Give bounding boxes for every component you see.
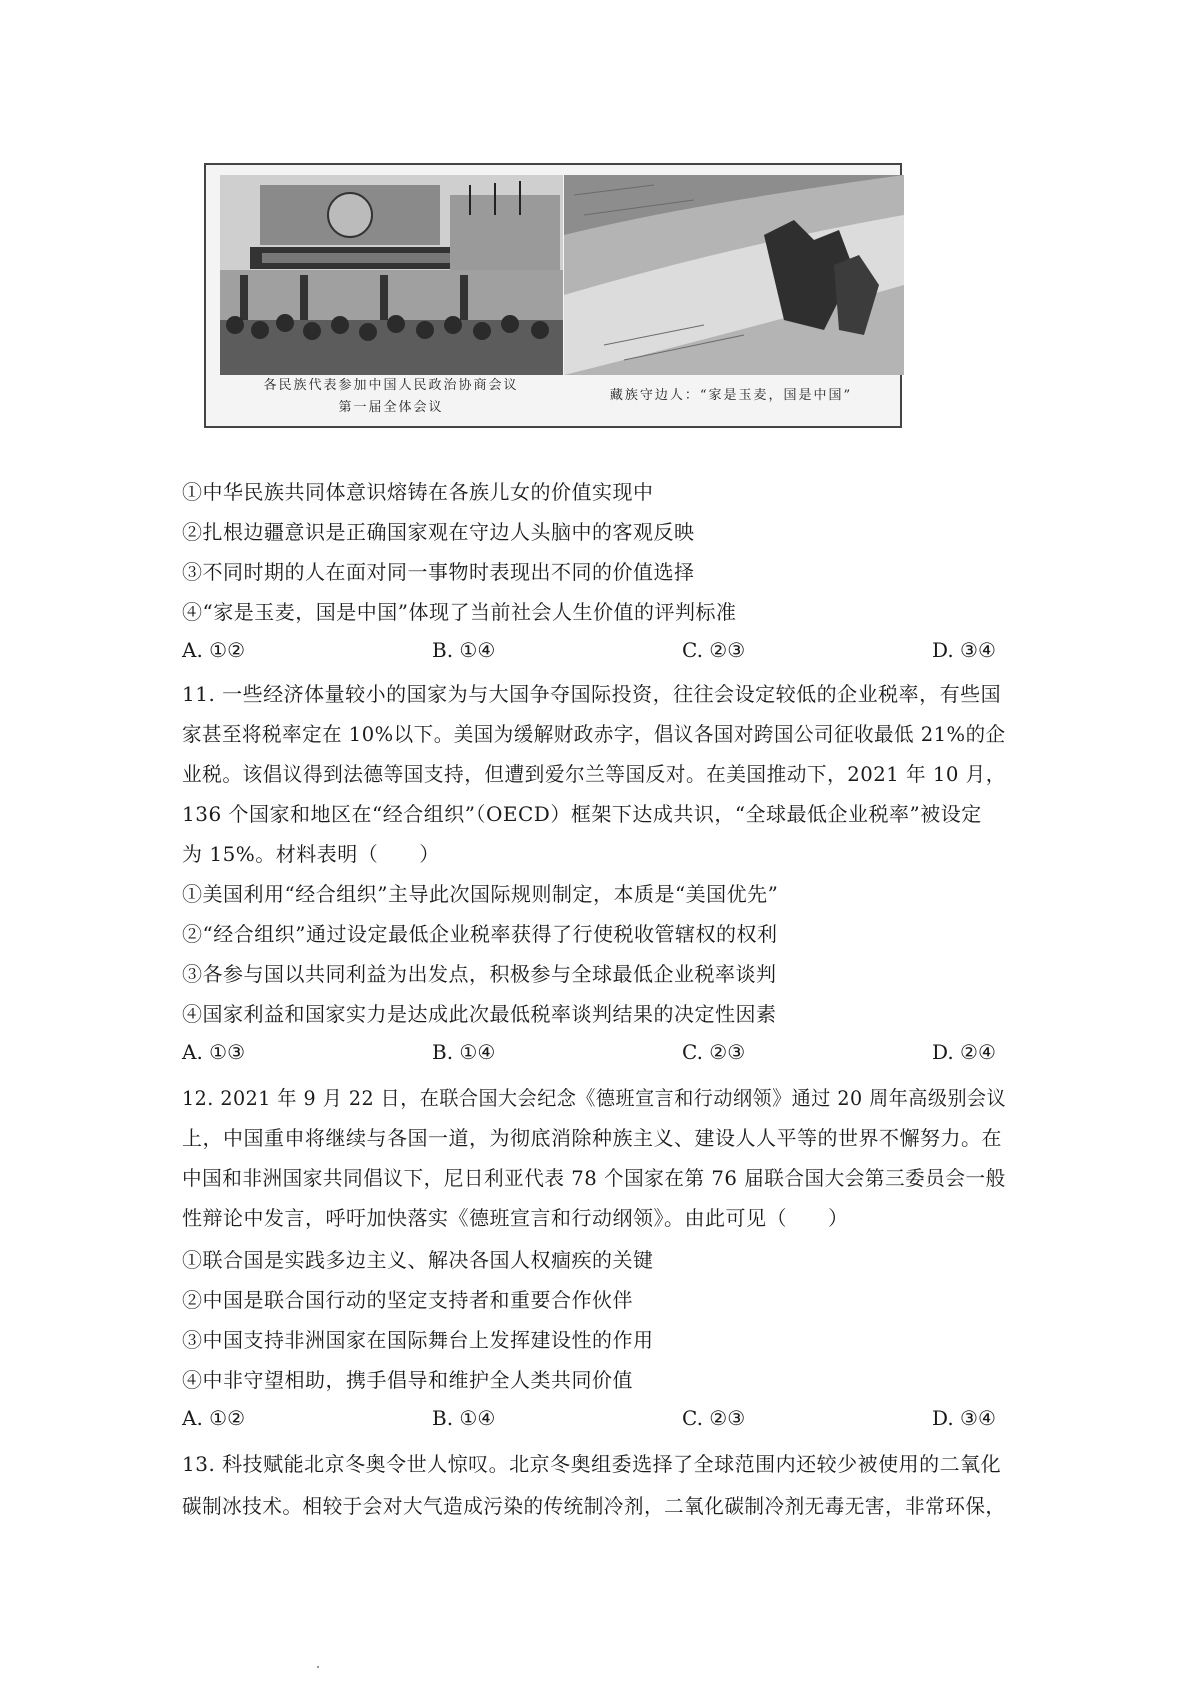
q11-option-a: A. ①③: [182, 1040, 246, 1064]
q11-option-d: D. ②④: [932, 1040, 996, 1064]
q10-item-3: ③不同时期的人在面对同一事物时表现出不同的价值选择: [182, 560, 695, 584]
scan-speck: [317, 1666, 319, 1668]
q12-option-a: A. ①②: [182, 1406, 246, 1430]
q11-item-2: ②“经合组织”通过设定最低企业税率获得了行使税收管辖权的权利: [182, 922, 778, 946]
q10-item-1: ①中华民族共同体意识熔铸在各族儿女的价值实现中: [182, 480, 654, 504]
q12-option-c: C. ②③: [682, 1406, 746, 1430]
q11-item-4: ④国家利益和国家实力是达成此次最低税率谈判结果的决定性因素: [182, 1002, 777, 1026]
photo-figure: [204, 163, 902, 428]
q11-stem-line-3: 业税。该倡议得到法德等国支持，但遭到爱尔兰等国反对。在美国推动下，2021 年 10 月，: [182, 762, 1006, 786]
q13-stem-line-2: 碳制冰技术。相较于会对大气造成污染的传统制冷剂，二氧化碳制冷剂无毒无害，非常环保，: [182, 1494, 1006, 1518]
q10-option-b: B. ①④: [432, 638, 496, 662]
q11-stem-line-2: 家甚至将税率定在 10%以下。美国为缓解财政赤字，倡议各国对跨国公司征收最低 21%的企: [182, 722, 1006, 746]
q12-item-4: ④中非守望相助，携手倡导和维护全人类共同价值: [182, 1368, 633, 1392]
q12-stem-line-1: 12. 2021 年 9 月 22 日，在联合国大会纪念《德班宣言和行动纲领》通过 20 周年高级别会议: [182, 1086, 1007, 1110]
q13-stem-line-1: 13. 科技赋能北京冬奥令世人惊叹。北京冬奥组委选择了全球范围内还较少被使用的二氧化: [182, 1452, 1002, 1476]
q10-item-2: ②扎根边疆意识是正确国家观在守边人头脑中的客观反映: [182, 520, 695, 544]
q10-item-4: ④“家是玉麦，国是中国”体现了当前社会人生价值的评判标准: [182, 600, 737, 624]
q12-stem-line-2: 上，中国重申将继续与各国一道，为彻底消除种族主义、建设人人平等的世界不懈努力。在: [182, 1126, 1002, 1150]
q12-option-d: D. ③④: [932, 1406, 996, 1430]
q11-stem-line-4: 136 个国家和地区在“经合组织”（OECD）框架下达成共识，“全球最低企业税率”被设定: [182, 802, 982, 826]
right-photo-caption: 藏族守边人：“家是玉麦，国是中国”: [609, 388, 853, 403]
cppcc-meeting-photo: [220, 175, 563, 375]
q12-item-2: ②中国是联合国行动的坚定支持者和重要合作伙伴: [182, 1288, 633, 1312]
left-caption-line-1: 各民族代表参加中国人民政治协商会议: [263, 378, 519, 393]
q12-stem-line-4: 性辩论中发言，呼吁加快落实《德班宣言和行动纲领》。由此可见（ ）: [182, 1206, 849, 1230]
q10-option-c: C. ②③: [682, 638, 746, 662]
q11-option-c: C. ②③: [682, 1040, 746, 1064]
q11-stem-line-5: 为 15%。材料表明（ ）: [182, 842, 440, 866]
q11-option-b: B. ①④: [432, 1040, 496, 1064]
q10-option-d: D. ③④: [932, 638, 996, 662]
q12-item-3: ③中国支持非洲国家在国际舞台上发挥建设性的作用: [182, 1328, 654, 1352]
border-guard-photo: [564, 175, 904, 375]
q12-stem-line-3: 中国和非洲国家共同倡议下，尼日利亚代表 78 个国家在第 76 届联合国大会第三委员会一般: [182, 1166, 1006, 1190]
q11-stem-line-1: 11. 一些经济体量较小的国家为与大国争夺国际投资，往往会设定较低的企业税率，有些国: [182, 682, 1002, 706]
q11-item-3: ③各参与国以共同利益为出发点，积极参与全球最低企业税率谈判: [182, 962, 777, 986]
q12-option-b: B. ①④: [432, 1406, 496, 1430]
q11-item-1: ①美国利用“经合组织”主导此次国际规则制定，本质是“美国优先”: [182, 882, 779, 906]
left-caption-line-2: 第一届全体会议: [338, 400, 444, 415]
q10-option-a: A. ①②: [182, 638, 246, 662]
left-photo-caption: [226, 375, 556, 419]
q12-item-1: ①联合国是实践多边主义、解决各国人权痼疾的关键: [182, 1248, 654, 1272]
